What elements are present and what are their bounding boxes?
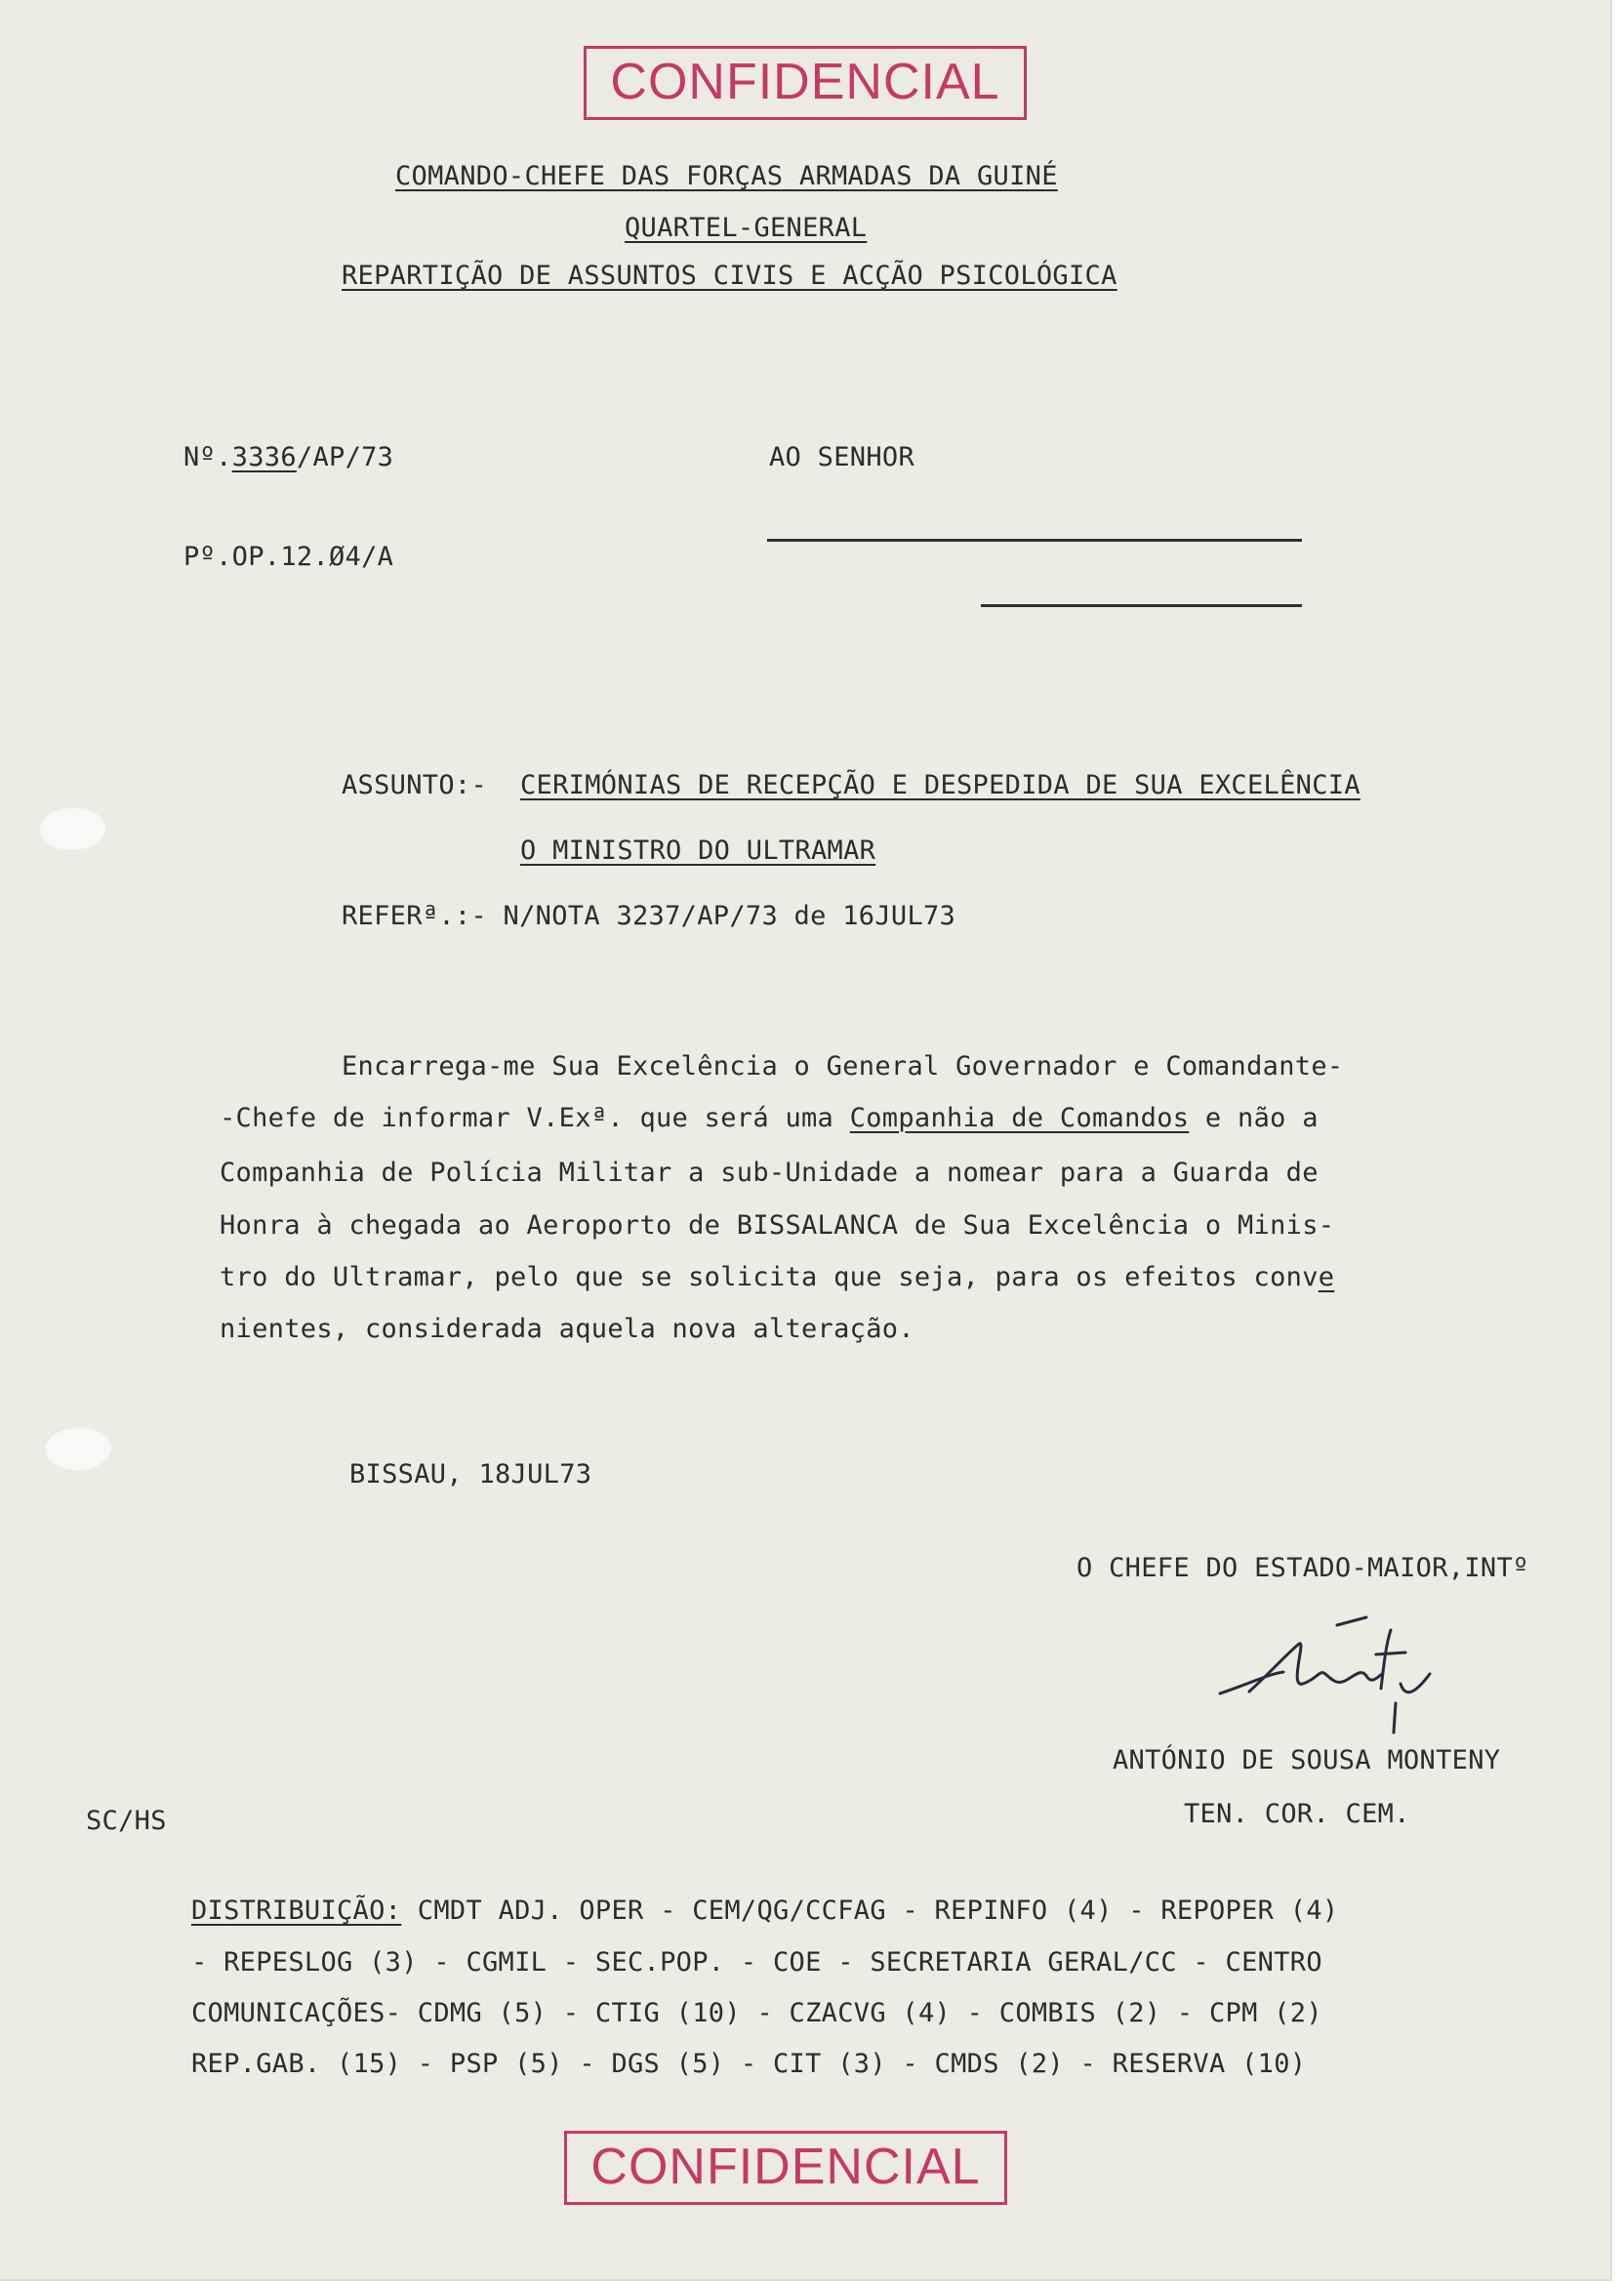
document-number-suffix: /AP/73 (296, 442, 394, 472)
document-number-prefix: Nº. (183, 442, 232, 472)
body-line-2 (220, 1103, 1319, 1133)
body-line-5 (220, 1262, 1334, 1292)
subject-label (342, 770, 487, 800)
subject-line-1: CERIMÓNIAS DE RECEPÇÃO E DESPEDIDA DE SUA EXCELÊNCIA (520, 770, 1360, 800)
distribution-line-2: - REPESLOG (3) - CGMIL - SEC.POP. - COE - SECRETARIA GERAL/CC - CENTRO (191, 1947, 1322, 1978)
punch-hole-top (37, 805, 105, 850)
typist-initials: SC/HS (86, 1806, 167, 1836)
body-line-5-b: e (1318, 1262, 1335, 1292)
body-line-2-c: e não a (1189, 1103, 1319, 1133)
distribution-line-4: REP.GAB. (15) - PSP (5) - DGS (5) - CIT (3) - CMDS (2) - RESERVA (10) (191, 2049, 1307, 2079)
body-line-1: Encarrega-me Sua Excelência o General Governador e Comandante- (342, 1051, 1344, 1081)
subject-label-text: ASSUNTO:- (342, 770, 487, 800)
subject-line-2: O MINISTRO DO ULTRAMAR (520, 836, 876, 866)
signatory-name: ANTÓNIO DE SOUSA MONTENY (1113, 1745, 1501, 1775)
distribution-line-1 (191, 1896, 1338, 1926)
distribution-line-3: COMUNICAÇÕES- CDMG (5) - CTIG (10) - CZACVG (4) - COMBIS (2) - CPM (2) (191, 1998, 1322, 2028)
addressee-label: AO SENHOR (769, 442, 914, 472)
signatory-rank: TEN. COR. CEM. (1184, 1799, 1410, 1829)
header-line-2: QUARTEL-GENERAL (625, 213, 868, 243)
addressee-line-2 (981, 604, 1302, 607)
body-line-4: Honra à chegada ao Aeroporto de BISSALANCA de Sua Excelência o Minis- (220, 1210, 1335, 1241)
body-line-5-a: tro do Ultramar, pelo que se solicita que seja, para os efeitos conv (220, 1262, 1319, 1292)
place-date: BISSAU, 18JUL73 (349, 1459, 592, 1489)
body-line-2-underlined: Companhia de Comandos (849, 1103, 1190, 1133)
addressee-line-1 (767, 539, 1302, 542)
body-line-6: nientes, considerada aquela nova alteração. (220, 1314, 914, 1344)
reference-line: REFERª.:- N/NOTA 3237/AP/73 de 16JUL73 (342, 901, 956, 931)
signatory-title: O CHEFE DO ESTADO-MAIOR,INTº (1076, 1553, 1529, 1583)
header-line-3: REPARTIÇÃO DE ASSUNTOS CIVIS E ACÇÃO PSICOLÓGICA (342, 261, 1117, 291)
distribution-label: DISTRIBUIÇÃO: (191, 1896, 402, 1926)
punch-hole-bottom (43, 1425, 111, 1470)
document-number-value: 3336 (231, 442, 297, 472)
process-number: Pº.OP.12.Ø4/A (183, 542, 394, 572)
confidential-stamp-top: CONFIDENCIAL (584, 46, 1027, 120)
body-line-2-a: -Chefe de informar V.Exª. que será uma (220, 1103, 850, 1133)
document-number (183, 442, 393, 472)
header-line-1: COMANDO-CHEFE DAS FORÇAS ARMADAS DA GUINÉ (395, 161, 1058, 191)
body-line-3: Companhia de Polícia Militar a sub-Unidade a nomear para a Guarda de (220, 1158, 1319, 1188)
handwritten-signature (1210, 1615, 1503, 1762)
confidential-stamp-bottom: CONFIDENCIAL (564, 2131, 1007, 2205)
distribution-line-1-text: CMDT ADJ. OPER - CEM/QG/CCFAG - REPINFO (4) - REPOPER (4) (401, 1896, 1339, 1926)
